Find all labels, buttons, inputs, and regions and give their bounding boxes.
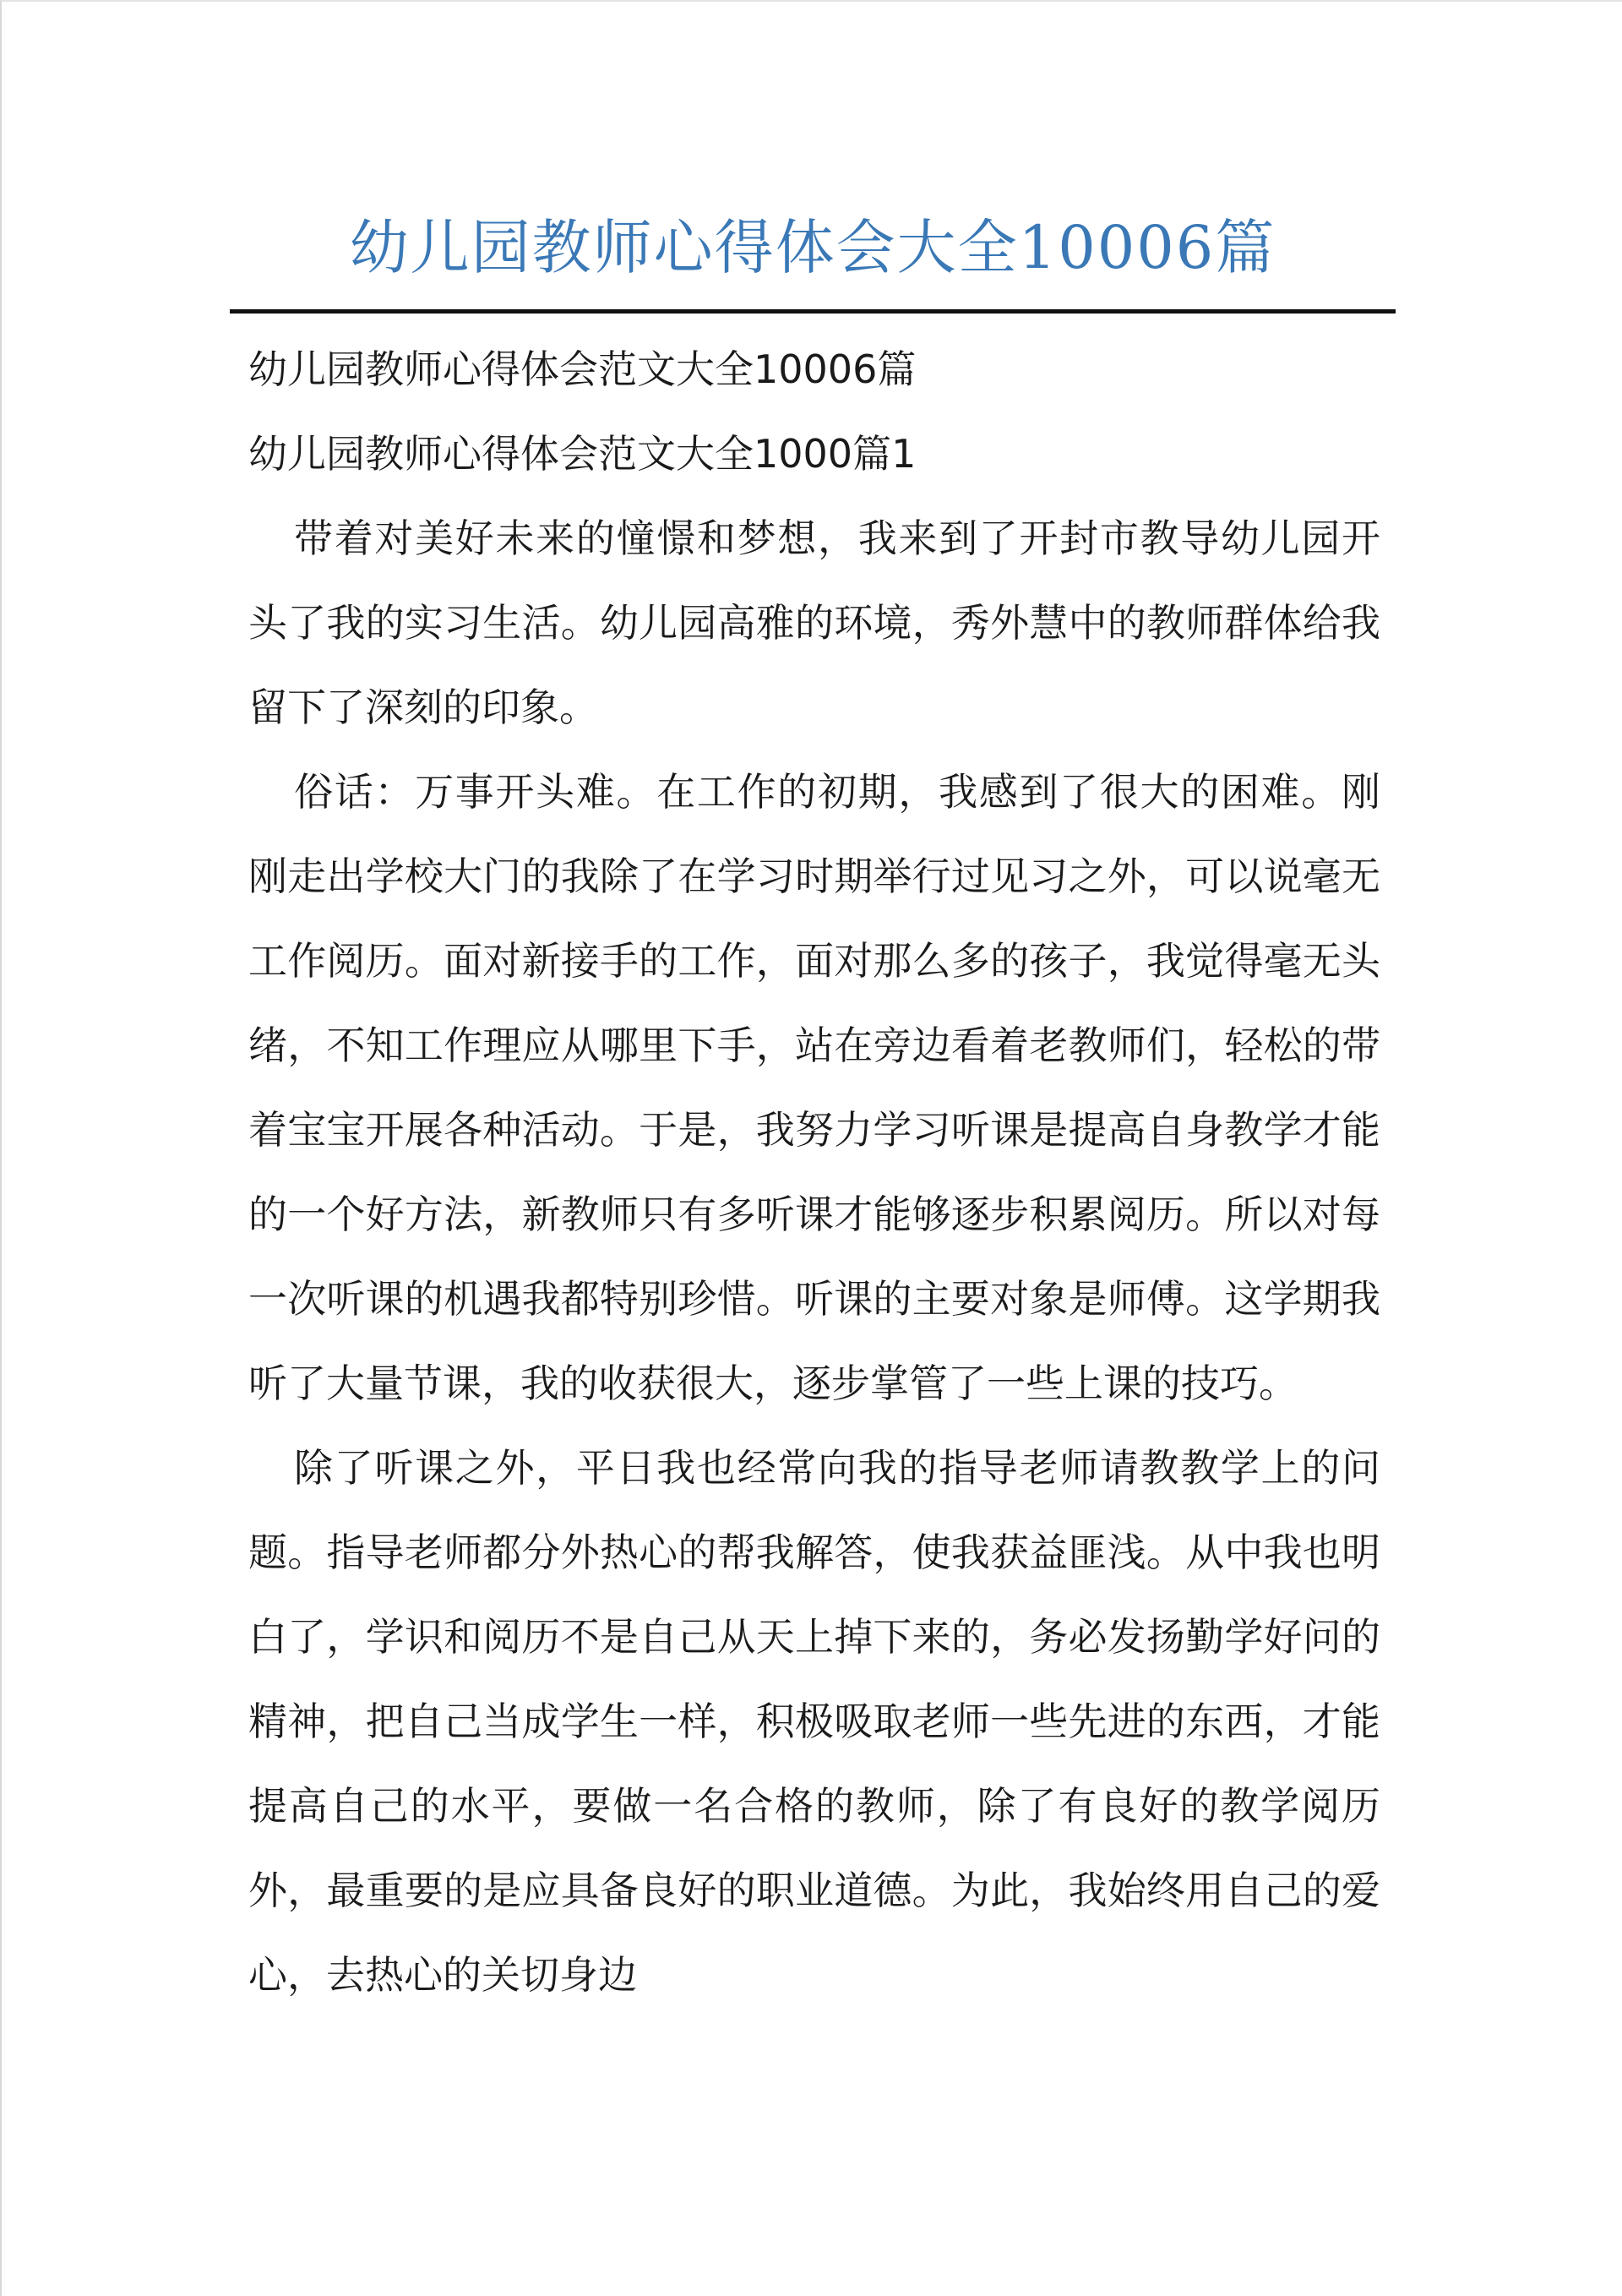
subheading: 幼儿园教师心得体会范文大全10006篇 xyxy=(248,346,917,392)
paragraph: 除了听课之外，平日我也经常向我的指导老师请教教学上的问题。指导老师都分外热心的帮我解答，使我获益匪浅。从中我也明白了，学识和阅历不是自己从天上掉下来的，务必发扬勤学好问的精神，把自己当成学生一样，积极吸取老师一些先进的东西，才能提高自己的水平，要做一名合格的教师，除了有良好的教学阅历外，最重要的是应具备良好的职业道德。为此，我始终用自己的爱心，去热心的关切身边 xyxy=(248,1445,1380,1998)
subheading: 幼儿园教师心得体会范文大全1000篇1 xyxy=(248,431,917,477)
paragraph: 带着对美好未来的憧憬和梦想，我来到了开封市教导幼儿园开头了我的实习生活。幼儿园高雅的环境，秀外慧中的教师群体给我留下了深刻的印象。 xyxy=(248,515,1380,730)
document-title: 幼儿园教师心得体会大全10006篇 xyxy=(349,213,1276,282)
document-body xyxy=(248,327,1380,2017)
paragraph: 俗话：万事开头难。在工作的初期，我感到了很大的困难。刚刚走出学校大门的我除了在学习时期举行过见习之外，可以说毫无工作阅历。面对新接手的工作，面对那么多的孩子，我觉得毫无头绪，不知工作理应从哪里下手，站在旁边看着老教师们，轻松的带着宝宝开展各种活动。于是，我努力学习听课是提高自身教学才能的一个好方法，新教师只有多听课才能够逐步积累阅历。所以对每一次听课的机遇我都特别珍惜。听课的主要对象是师傅。这学期我听了大量节课，我的收获很大，逐步掌管了一些上课的技巧。 xyxy=(248,769,1380,1406)
title-divider xyxy=(230,309,1396,314)
